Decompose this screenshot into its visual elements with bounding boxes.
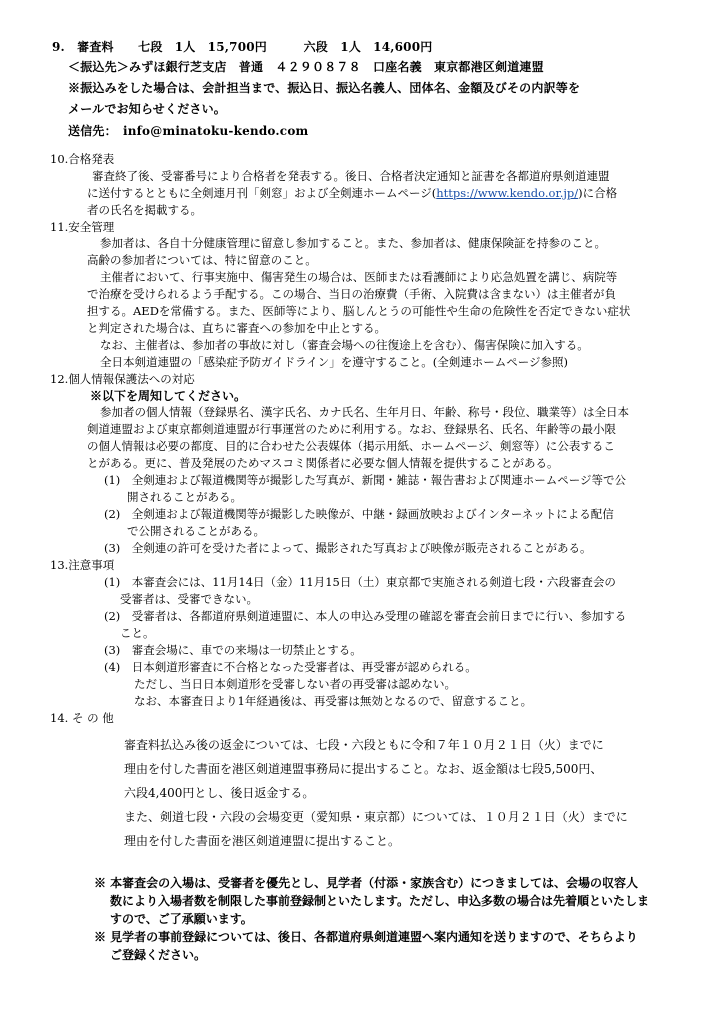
- section12-item: (1) 全剣連および報道機関等が撮影した写真が、新聞・雑誌・報告書および関連ホームページ等で公: [104, 473, 627, 487]
- section12-item: (2) 全剣連および報道機関等が撮影した映像が、中継・録画放映およびインターネットによる配信: [104, 507, 614, 521]
- account-line: ＜振込先＞みずほ銀行芝支店 普通 ４２９０８７８ 口座名義 東京都港区剣道連盟: [68, 60, 544, 74]
- payment-notice-line2: メールでお知らせください。: [68, 102, 227, 116]
- section10-line: 審査終了後、受審番号により合格者を発表する。後日、合格者決定通知と証書を各都道府県剣道連盟: [92, 169, 610, 183]
- section14-line: 理由を付した書面を港区剣道連盟に提出すること。: [124, 834, 401, 848]
- section11-heading: 11.安全管理: [50, 220, 115, 234]
- visitor-notice-line: ※ 本審査会の入場は、受審者を優先とし、見学者（付添・家族含む）につきましては、会場の収容人: [94, 876, 638, 890]
- section12-heading: 12.個人情報保護法への対応: [50, 372, 195, 386]
- payment-notice-line1: ※振込みをした場合は、会計担当まで、振込日、振込名義人、団体名、金額及びその内訳等を: [68, 81, 581, 95]
- send-to-line: 送信先： info@minatoku-kendo.com: [68, 124, 309, 138]
- section12-line: 剣道連盟および東京都剣道連盟が行事運営のために利用する。なお、登録県名、氏名、年齢等の最小限: [87, 422, 616, 436]
- section13-item: (3) 審査会場に、車での来場は一切禁止とする。: [104, 643, 362, 657]
- fee-line: 9. 審査料 七段 1人 15,700円 六段 1人 14,600円: [52, 40, 433, 54]
- section13-item-cont: なお、本審査日より1年経過後は、再受審は無効となるので、留意すること。: [134, 694, 533, 708]
- section14-line: また、剣道七段・六段の会場変更（愛知県・東京都）については、１０月２１日（火）までに: [124, 810, 628, 824]
- visitor-notice-line: すので、ご了承願います。: [110, 912, 253, 926]
- section10-heading: 10.合格発表: [50, 152, 115, 166]
- section12-line: とがある。更に、普及発展のためマスコミ関係者に必要な個人情報を提供することがある。: [87, 456, 559, 470]
- section12-line: 参加者の個人情報（登録県名、漢字氏名、カナ氏名、生年月日、年齢、称号・段位、職業等）は全日本: [100, 405, 629, 419]
- section11-line: 担する。AEDを常備する。また、医師等により、脳しんとうの可能性や生命の危険性を否定できない症状: [87, 304, 631, 318]
- section12-item-cont: で公開されることがある。: [127, 524, 265, 538]
- section14-heading: 14. そ の 他: [50, 711, 114, 725]
- section12-item-cont: 開されることがある。: [127, 490, 242, 504]
- section11-line: 高齢の参加者については、特に留意のこと。: [87, 253, 317, 267]
- section11-line: 参加者は、各自十分健康管理に留意し参加すること。また、参加者は、健康保険証を持参のこと。: [100, 236, 606, 250]
- section10-line: に送付するとともに全剣連月刊「剣窓」および全剣連ホームページ(https://www.kendo.or.jp/)に合格: [87, 186, 618, 200]
- section13-item-cont: ただし、当日日本剣道形を受審しない者の再受審は認めない。: [134, 677, 456, 691]
- section12-notice: ※以下を周知してください。: [90, 389, 247, 403]
- section13-item: (4) 日本剣道形審査に不合格となった受審者は、再受審が認められる。: [104, 660, 477, 674]
- visitor-notice-line: 数により入場者数を制限した事前登録制といたします。ただし、申込多数の場合は先着順といたしま: [110, 894, 650, 908]
- section14-line: 審査料払込み後の返金については、七段・六段ともに令和７年１０月２１日（火）までに: [124, 738, 604, 752]
- kendo-homepage-link[interactable]: https://www.kendo.or.jp/: [436, 186, 579, 200]
- visitor-registration-line: ご登録ください。: [110, 948, 207, 962]
- visitor-registration-line: ※ 見学者の事前登録については、後日、各都道府県剣道連盟へ案内通知を送りますので、そちらより: [94, 930, 638, 944]
- section12-item: (3) 全剣連の許可を受けた者によって、撮影された写真および映像が販売されることがある。: [104, 541, 592, 555]
- section11-line: 全日本剣道連盟の「感染症予防ガイドライン」を遵守すること。(全剣連ホームページ参照): [100, 355, 569, 369]
- section11-line: 主催者において、行事実施中、傷害発生の場合は、医師または看護師により応急処置を講じ、病院等: [100, 270, 618, 284]
- section13-item: (2) 受審者は、各都道府県剣道連盟に、本人の申込み受理の確認を審査会前日までに行い、参加する: [104, 609, 627, 623]
- section11-line: なお、主催者は、参加者の事故に対し（審査会場への往復途上を含む）、傷害保険に加入する。: [100, 338, 589, 352]
- section10-line: 者の氏名を掲載する。: [87, 203, 202, 217]
- section11-line: で治療を受けられるよう手配する。この場合、当日の治療費（手術、入院費は含まない）は主催者が負: [87, 287, 616, 301]
- section11-line: と判定された場合は、直ちに審査への参加を中止とする。: [87, 321, 386, 335]
- section14-line: 理由を付した書面を港区剣道連盟事務局に提出すること。なお、返金額は七段5,500円、: [124, 762, 603, 776]
- section14-line: 六段4,400円とし、後日返金する。: [124, 786, 315, 800]
- section13-item-cont: こと。: [120, 626, 155, 640]
- section12-line: の個人情報は必要の都度、目的に合わせた公表媒体（掲示用紙、ホームページ、剣窓等）に公表するこ: [87, 439, 615, 453]
- section13-heading: 13.注意事項: [50, 558, 115, 572]
- section13-item-cont: 受審者は、受審できない。: [120, 592, 258, 606]
- section13-item: (1) 本審査会には、11月14日（金）11月15日（土）東京都で実施される剣道七段・六段審査会の: [104, 575, 616, 589]
